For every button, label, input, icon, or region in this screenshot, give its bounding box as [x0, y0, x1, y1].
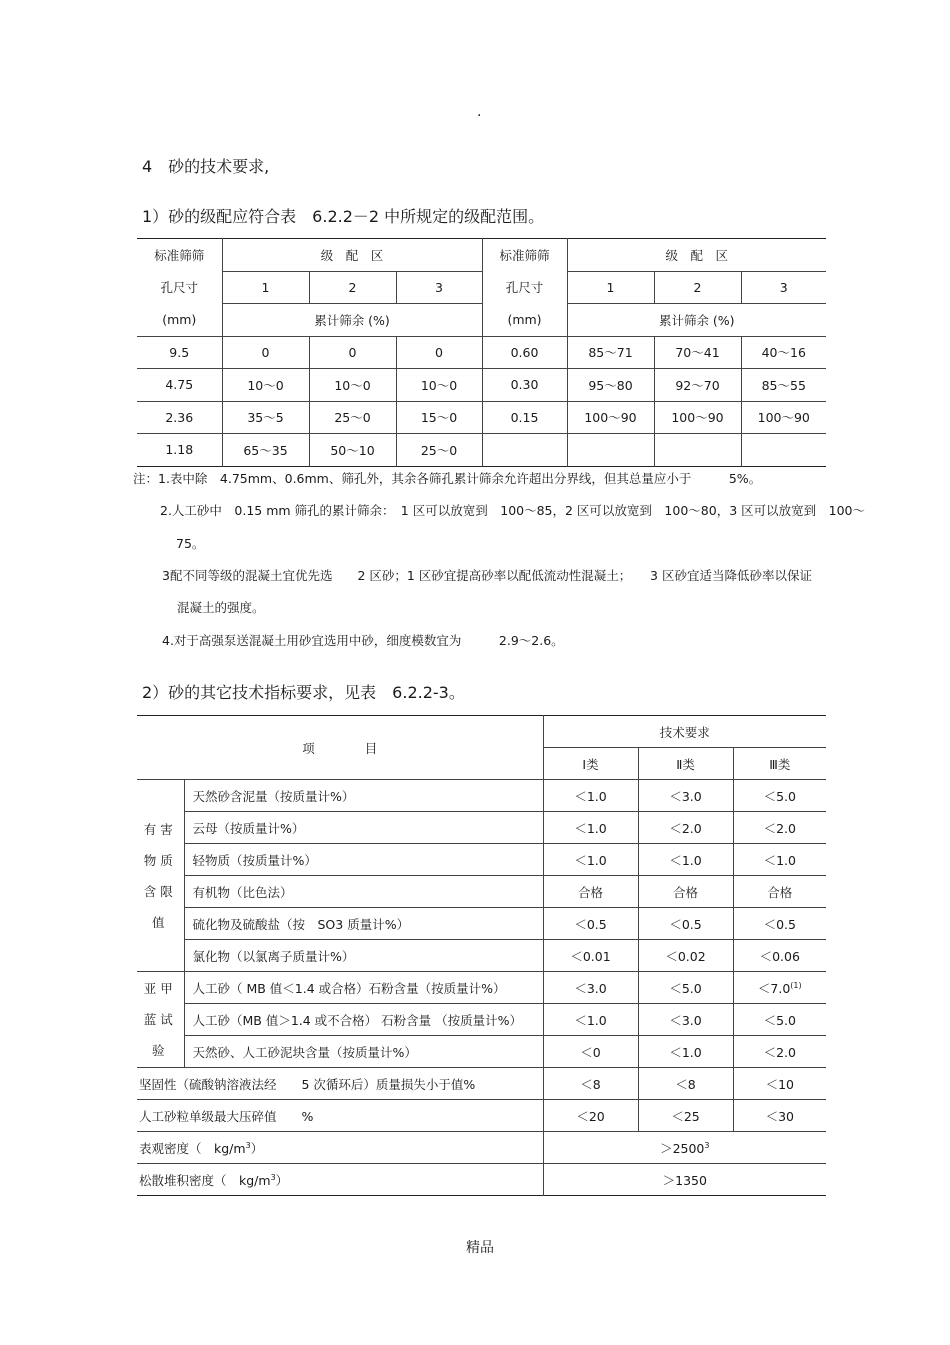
table-cell: 人工砂（ MB 值＜1.4 或合格）石粉含量（按质量计%）: [184, 972, 543, 1004]
table-cell: 0: [222, 336, 309, 369]
table-cell: 硫化物及硫酸盐（按 SO3 质量计%）: [184, 908, 543, 940]
table-cell: ＜0.06: [733, 940, 826, 972]
table-cell: ＜8: [638, 1068, 733, 1100]
note-2-cont: 75。: [176, 536, 205, 551]
table-row: [137, 780, 826, 812]
bulk-density-unit-sup: 3: [270, 1172, 276, 1182]
note-1: 注：1.表中除 4.75mm、0.6mm、筛孔外，其余各筛孔累计筛余允许超出分界线，但其总量应小于 5%。: [133, 471, 762, 486]
header-cell: 2: [654, 271, 741, 304]
table-cell: ＜0.02: [638, 940, 733, 972]
table-cell: 65～35: [222, 434, 309, 467]
header-cell: (mm): [482, 304, 567, 337]
table-row: [137, 1036, 826, 1068]
table-row: [137, 716, 826, 748]
table-row: [137, 239, 826, 272]
table-row: [137, 940, 826, 972]
header-cell: 3: [396, 271, 482, 304]
table-row: [137, 304, 826, 337]
table-cell: 0: [309, 336, 396, 369]
table-cell: 1.18: [137, 434, 222, 467]
grading-heading: 1）砂的级配应符合表 6.2.2－2 中所规定的级配范围。: [142, 207, 545, 226]
table-cell: 100～90: [654, 401, 741, 434]
table-cell: 人工砂（MB 值＞1.4 或不合格） 石粉含量 （按质量计%）: [184, 1004, 543, 1036]
table-cell: [567, 434, 654, 467]
note-2: 2.人工砂中 0.15 mm 筛孔的累计筛余： 1 区可以放宽到 100～85，2 区可以放宽到 100～80，3 区可以放宽到 100～: [160, 503, 865, 518]
header-cell: 孔尺寸: [482, 271, 567, 304]
table-cell: 天然砂含泥量（按质量计%）: [184, 780, 543, 812]
table-row: [137, 972, 826, 1004]
header-cell: Ⅱ类: [638, 748, 733, 780]
density-value: ＞2500: [660, 1140, 705, 1156]
page-marker: .: [477, 104, 482, 120]
table-cell: ＜1.0: [733, 844, 826, 876]
table-cell: 40～16: [741, 336, 826, 369]
density-unit-sup: 3: [245, 1140, 251, 1150]
table-cell: 合格: [543, 876, 638, 908]
table-cell: [137, 1132, 543, 1164]
group-label: 亚甲蓝试验: [137, 972, 184, 1068]
table-cell: ＜0: [543, 1036, 638, 1068]
header-cell: 标准筛筛: [137, 239, 222, 272]
table-row: [137, 1100, 826, 1132]
table-cell: ＜3.0: [638, 780, 733, 812]
table-cell: 0.60: [482, 336, 567, 369]
footnote-mark: (1): [790, 980, 802, 990]
table-cell: 0.30: [482, 369, 567, 402]
table-cell: ＜0.01: [543, 940, 638, 972]
header-cell: 3: [741, 271, 826, 304]
header-cell: 技术要求: [543, 716, 826, 748]
header-cell: 1: [567, 271, 654, 304]
table-row: [137, 1164, 826, 1196]
table-cell: 35～5: [222, 401, 309, 434]
table-row: [137, 1068, 826, 1100]
table-cell: 85～55: [741, 369, 826, 402]
table-cell: ＜3.0: [543, 972, 638, 1004]
table-cell: 50～10: [309, 434, 396, 467]
header-cell: 级 配 区: [222, 239, 482, 272]
table-cell: 人工砂粒单级最大压碎值 %: [137, 1100, 543, 1132]
header-cell: 标准筛筛: [482, 239, 567, 272]
table-cell: [543, 1132, 826, 1164]
table-cell: ＜1.0: [543, 780, 638, 812]
table-cell: ＜20: [543, 1100, 638, 1132]
table-row: [137, 369, 826, 402]
header-cell: Ⅰ类: [543, 748, 638, 780]
table-cell: ＜5.0: [733, 1004, 826, 1036]
header-cell: 累计筛余 (%): [567, 304, 826, 337]
table-cell: [733, 972, 826, 1004]
table-cell: 有机物（比色法）: [184, 876, 543, 908]
table-cell: ＜8: [543, 1068, 638, 1100]
table-cell: ＜1.0: [638, 1036, 733, 1068]
table-cell: 25～0: [396, 434, 482, 467]
table-cell: ＜1.0: [638, 844, 733, 876]
header-cell: 孔尺寸: [137, 271, 222, 304]
table-row: [137, 271, 826, 304]
header-cell: 2: [309, 271, 396, 304]
group-label: 有害物质含限值: [137, 780, 184, 972]
page-footer: 精品: [466, 1240, 494, 1256]
table-cell: 0: [396, 336, 482, 369]
header-cell: 项 目: [137, 716, 543, 780]
table-row: [137, 812, 826, 844]
table-cell: 天然砂、人工砂泥块含量（按质量计%）: [184, 1036, 543, 1068]
table-cell: ＜0.5: [638, 908, 733, 940]
table-cell: [482, 434, 567, 467]
table-cell: ＜0.5: [543, 908, 638, 940]
header-cell: (mm): [137, 304, 222, 337]
table-cell: 合格: [638, 876, 733, 908]
table-cell: 85～71: [567, 336, 654, 369]
table-row: [137, 1132, 826, 1164]
table-cell: 0.15: [482, 401, 567, 434]
table-cell: 2.36: [137, 401, 222, 434]
table-cell: 15～0: [396, 401, 482, 434]
header-cell: 1: [222, 271, 309, 304]
table-cell: 4.75: [137, 369, 222, 402]
table-cell: ＜10: [733, 1068, 826, 1100]
table-row: [137, 908, 826, 940]
table-cell: 合格: [733, 876, 826, 908]
table-cell: ＜3.0: [638, 1004, 733, 1036]
table-cell: 92～70: [654, 369, 741, 402]
bulk-density-close: ）: [275, 1172, 289, 1188]
table-cell: 95～80: [567, 369, 654, 402]
table-cell: 100～90: [567, 401, 654, 434]
table-cell: ＜0.5: [733, 908, 826, 940]
table-cell: ＜1.0: [543, 812, 638, 844]
table-cell: ＜1.0: [543, 1004, 638, 1036]
table-cell: 10～0: [396, 369, 482, 402]
density-value-sup: 3: [704, 1140, 710, 1150]
table-cell: ＜5.0: [733, 780, 826, 812]
section-heading: 4 砂的技术要求,: [142, 157, 270, 176]
other-specs-heading: 2）砂的其它技术指标要求，见表 6.2.2-3。: [142, 683, 465, 702]
grading-table: [137, 238, 826, 467]
table-cell: ＜5.0: [638, 972, 733, 1004]
density-label: 表观密度（ kg/m: [139, 1140, 246, 1156]
table-row: [137, 876, 826, 908]
note-4: 4.对于高强泵送混凝土用砂宜选用中砂，细度模数宜为 2.9～2.6。: [162, 633, 564, 648]
bulk-density-label: 松散堆积密度（ kg/m: [139, 1172, 271, 1188]
table-cell: ＜30: [733, 1100, 826, 1132]
table-cell: ＞1350: [543, 1164, 826, 1196]
table-row: [137, 336, 826, 369]
table-cell: ＜2.0: [733, 1036, 826, 1068]
table-cell: 25～0: [309, 401, 396, 434]
table-cell: ＜2.0: [638, 812, 733, 844]
table-cell: 云母（按质量计%）: [184, 812, 543, 844]
table-cell: [741, 434, 826, 467]
technical-requirements-table: [137, 715, 826, 1196]
cell-value: ＜7.0: [757, 980, 791, 996]
table-row: [137, 844, 826, 876]
header-cell: 级 配 区: [567, 239, 826, 272]
table-cell: 10～0: [309, 369, 396, 402]
table-cell: 9.5: [137, 336, 222, 369]
table-cell: 100～90: [741, 401, 826, 434]
note-3-cont: 混凝土的强度。: [177, 600, 265, 615]
table-cell: 10～0: [222, 369, 309, 402]
table-cell: [137, 1164, 543, 1196]
table-cell: ＜1.0: [543, 844, 638, 876]
table-cell: ＜2.0: [733, 812, 826, 844]
table-row: [137, 1004, 826, 1036]
table-cell: [654, 434, 741, 467]
table-cell: ＜25: [638, 1100, 733, 1132]
density-close: ）: [250, 1140, 264, 1156]
note-3: 3配不同等级的混凝土宜优先选 2 区砂；1 区砂宜提高砂率以配低流动性混凝土； 3 区砂宜适当降低砂率以保证: [162, 568, 812, 583]
table-row: [137, 434, 826, 467]
table-cell: 氯化物（以氯离子质量计%）: [184, 940, 543, 972]
table-row: [137, 401, 826, 434]
table-cell: 轻物质（按质量计%）: [184, 844, 543, 876]
table-cell: 坚固性（硫酸钠溶液法经 5 次循环后）质量损失小于值%: [137, 1068, 543, 1100]
header-cell: 累计筛余 (%): [222, 304, 482, 337]
header-cell: Ⅲ类: [733, 748, 826, 780]
table-cell: 70～41: [654, 336, 741, 369]
